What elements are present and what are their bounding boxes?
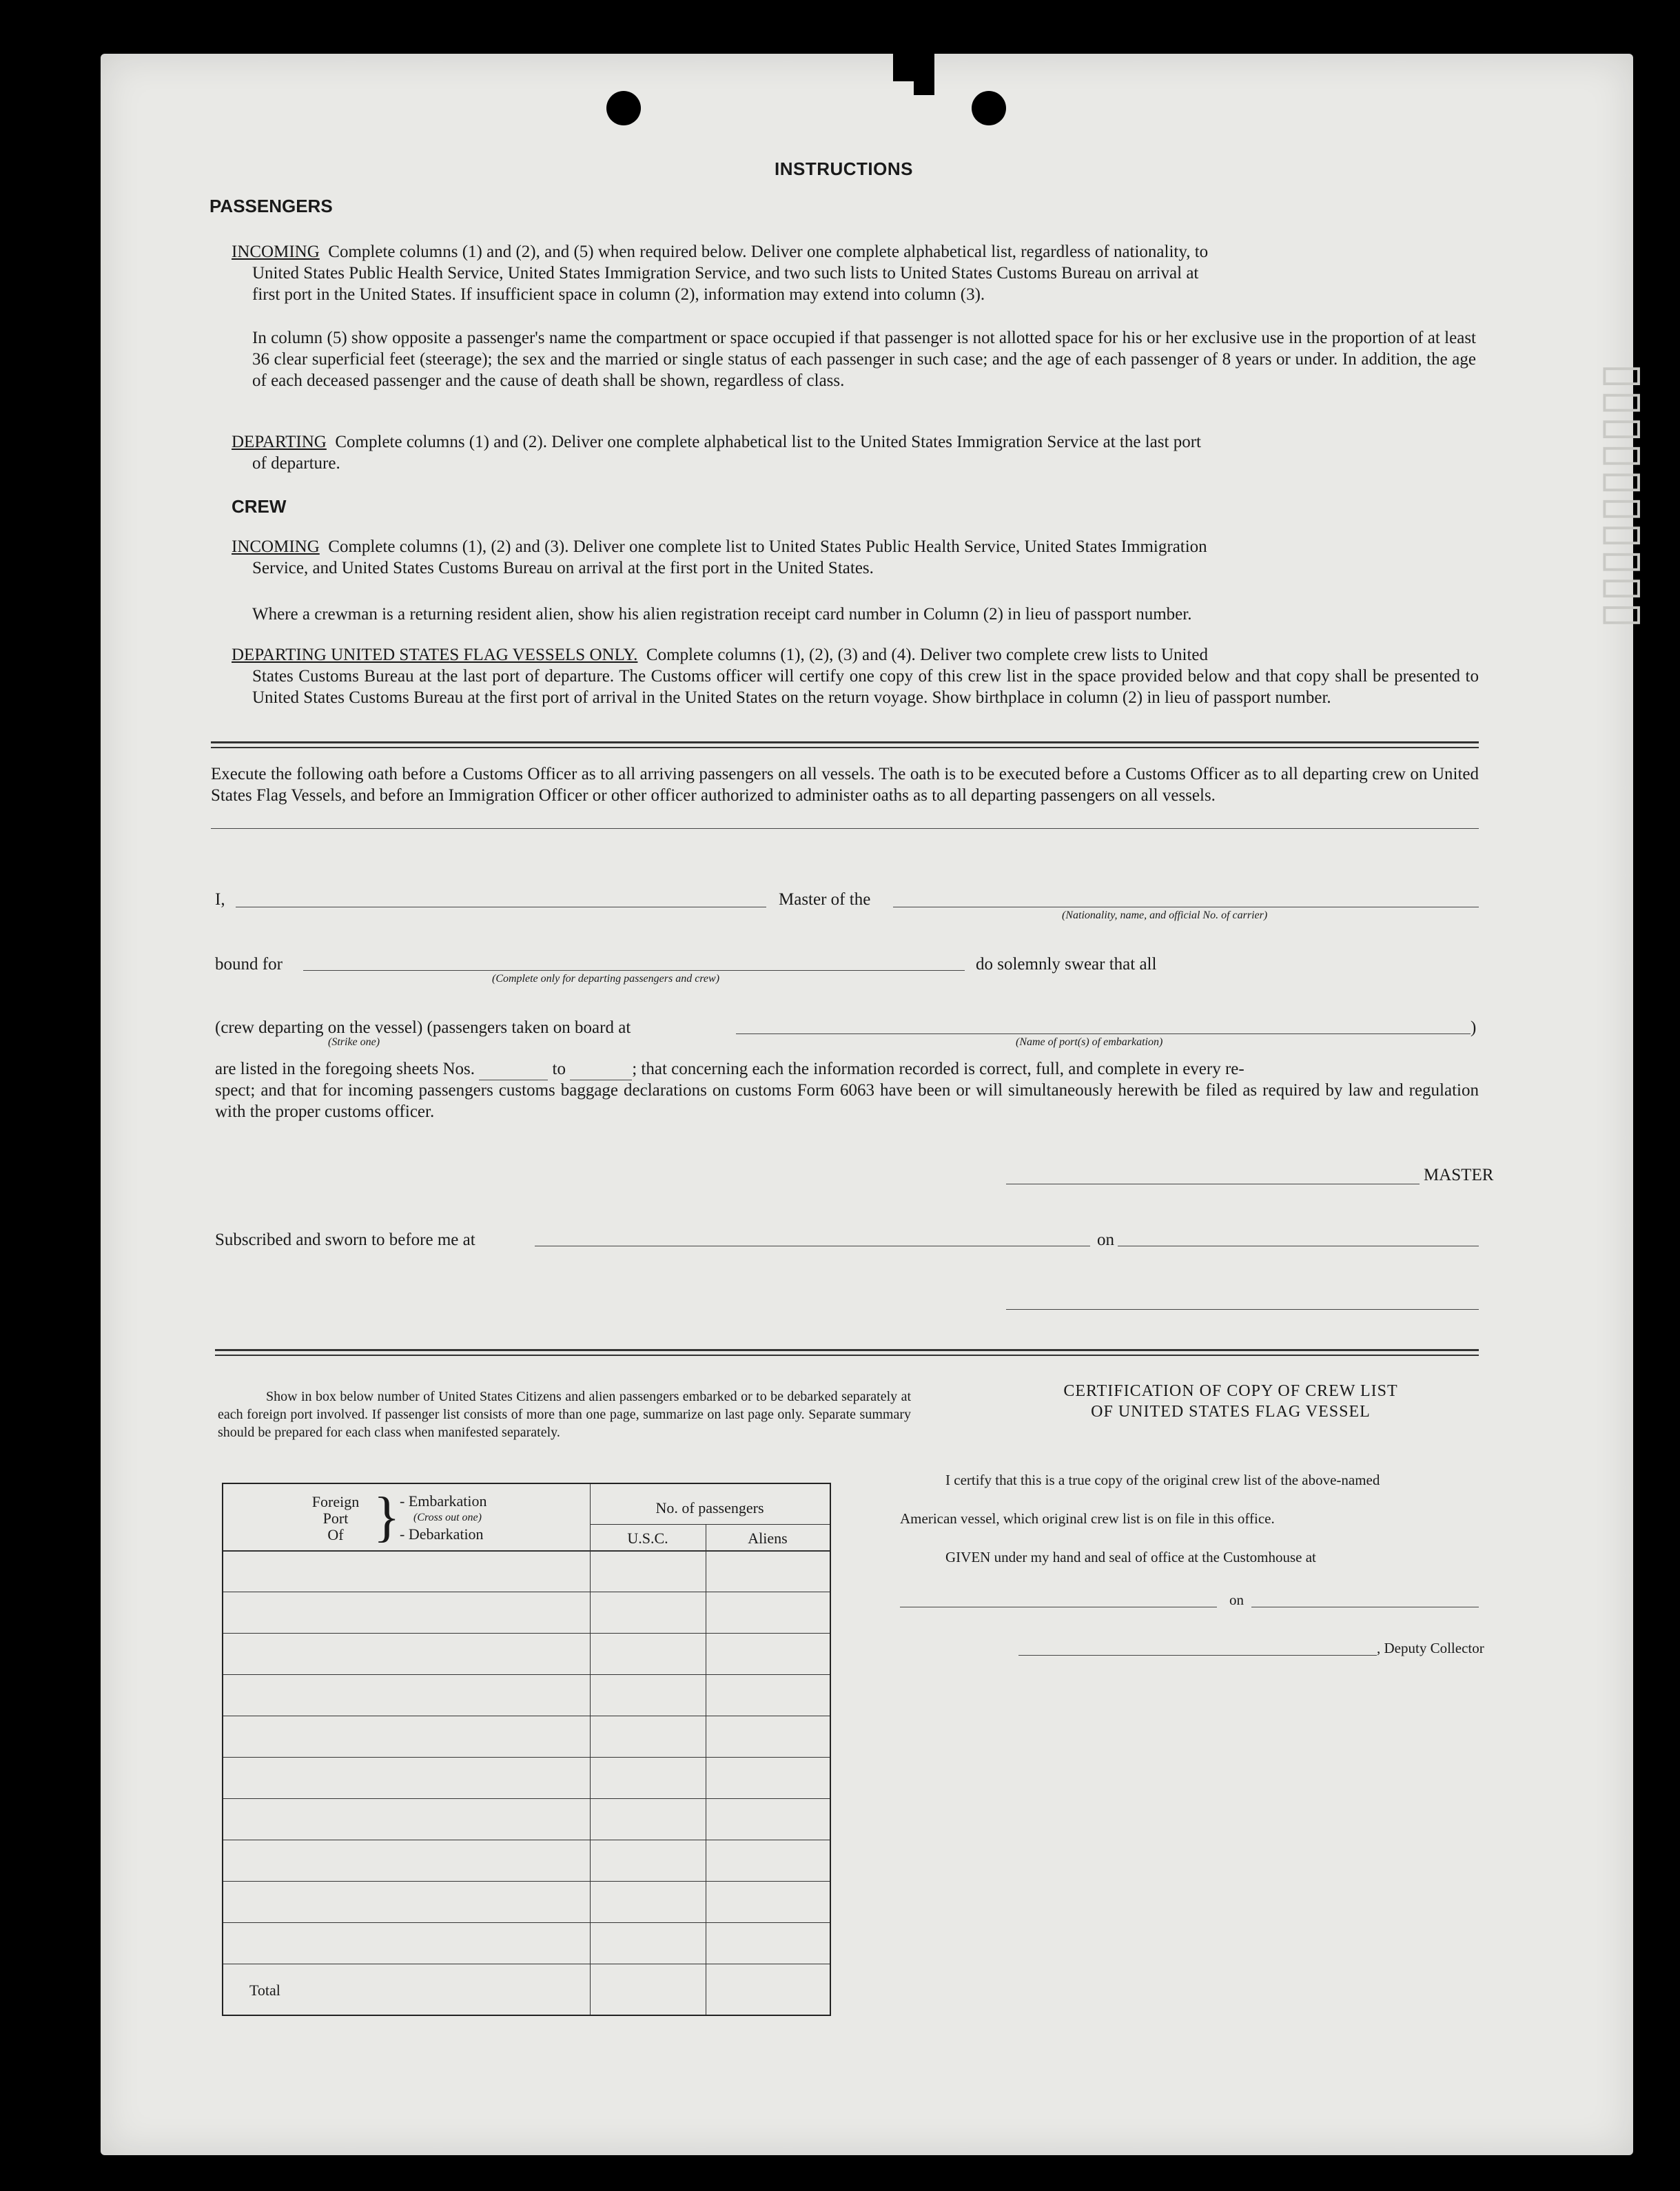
passengers-col5-text: In column (5) show opposite a passenger's name the compartment or space occupied if that passenger is not allotted space for his or her exclusive use in the proportion of at least 36 clear superficial feet (steerage); the sex and the married or single status of each passenger in such case; and the age of each passenger of 8 years or under. In addition, the age of each deceased passenger and the cause of death shall be shown, regardless of class.	[252, 329, 1476, 390]
crew-incoming-label: INCOMING	[232, 537, 320, 556]
crew-departing-block	[232, 644, 1479, 708]
certification-title	[934, 1381, 1527, 1422]
lower-separator-rule-2	[215, 1355, 1479, 1356]
crew-incoming-line2: Service, and United States Customs Bureau on arrival at the first port in the United States.	[252, 559, 874, 577]
bound-for-label: bound for	[215, 955, 283, 974]
close-paren: )	[1471, 1018, 1477, 1037]
certification-title-line2: OF UNITED STATES FLAG VESSEL	[1091, 1403, 1371, 1421]
debarkation-label: - Debarkation	[400, 1525, 484, 1543]
crew-departing-option	[215, 1017, 631, 1038]
punch-hole-left	[606, 91, 641, 125]
listed-to-text: to	[552, 1060, 566, 1078]
table-row-line	[223, 1757, 830, 1758]
master-of-label: Master of the	[779, 890, 871, 909]
oath-intro: Execute the following oath before a Customs Officer as to all arriving passengers on all vessels. The oath is to be executed before a Customs Officer as to all departing crew on United States Flag Vessels, and before an Immigration Officer or other officer authorized to administer oaths as to all departing passengers on all vessels.	[211, 765, 1479, 805]
document-page	[101, 54, 1652, 2155]
passengers-departing-line1: Complete columns (1) and (2). Deliver one complete alphabetical list to the United States Immigration Service at the last port	[335, 433, 1201, 451]
subscribed-label: Subscribed and sworn to before me at	[215, 1231, 475, 1249]
table-row-line	[223, 1798, 830, 1799]
strike-one-note: (Strike one)	[328, 1036, 380, 1048]
foreign-port-of-label	[305, 1494, 367, 1543]
cert-on-label: on	[1229, 1592, 1244, 1608]
crew-heading: CREW	[232, 496, 287, 517]
listed-text-a: are listed in the foregoing sheets Nos.	[215, 1060, 475, 1078]
crew-departing-label: DEPARTING UNITED STATES FLAG VESSELS ONLY.	[232, 646, 638, 664]
of-text: Of	[327, 1526, 344, 1543]
total-label: Total	[249, 1982, 280, 1999]
top-notch-2	[914, 54, 934, 95]
crew-departing-rest: States Customs Bureau at the last port of departure. The Customs officer will certify one copy of this crew list in the space provided below and that copy shall be presented to United States Customs Bureau at the first port of arrival in the United States on the return voyage. Show birthplace in column (2) in lieu of passport number.	[252, 667, 1479, 707]
passengers-incoming-line3: first port in the United States. If insufficient space in column (2), information may extend into column (3).	[252, 285, 985, 304]
crew-resident-text: Where a crewman is a returning resident alien, show his alien registration receipt card number in Column (2) in lieu of passport number.	[252, 605, 1192, 624]
officer-signature-field[interactable]	[1006, 1309, 1479, 1310]
listed-text-b: ; that concerning each the information recorded is correct, full, and complete in every re-	[632, 1060, 1244, 1078]
crew-incoming-block	[232, 536, 1479, 579]
usc-header: U.S.C.	[627, 1530, 668, 1547]
header-split-line	[590, 1524, 830, 1525]
bleed-through-marks: ▯▯▯▯▯▯▯▯▯▯	[1598, 362, 1652, 629]
table-row-line	[223, 1674, 830, 1675]
table-row-line	[223, 1633, 830, 1634]
table-header-rule	[223, 1550, 830, 1552]
nationality-note: (Nationality, name, and official No. of carrier)	[1062, 909, 1268, 921]
passengers-departing-label: DEPARTING	[232, 433, 327, 451]
summary-instructions: Show in box below number of United States Citizens and alien passengers embarked or to be debarked separately at each foreign port involved. If passenger list consists of more than one page, summarize on last page only. Separate summary should be prepared for each class when manifested separately.	[218, 1389, 911, 1440]
crew-departing-line1: Complete columns (1), (2), (3) and (4). Deliver two complete crew lists to United	[646, 646, 1208, 664]
page-title: INSTRUCTIONS	[775, 158, 913, 179]
table-row-line	[223, 1922, 830, 1923]
passengers-incoming-block	[232, 241, 1479, 305]
passengers-incoming-line1: Complete columns (1) and (2), and (5) when required below. Deliver one complete alphabetical list, regardless of nationality, to	[328, 243, 1209, 261]
swear-label: do solemnly swear that all	[976, 955, 1157, 974]
passengers-taken-text: (passengers taken on board at	[427, 1018, 631, 1037]
master-label: MASTER	[1424, 1166, 1494, 1184]
cross-out-note: (Cross out one)	[413, 1512, 482, 1523]
passengers-departing-block	[232, 431, 1479, 474]
oath-intro-rule	[211, 828, 1479, 829]
deputy-signature-field[interactable]	[1018, 1655, 1377, 1656]
table-divider-1	[590, 1484, 591, 2015]
sworn-on-label: on	[1097, 1231, 1114, 1249]
punch-hole-right	[972, 91, 1006, 125]
complete-note: (Complete only for departing passengers and crew)	[492, 973, 720, 985]
deputy-collector-label: , Deputy Collector	[1377, 1640, 1484, 1656]
lower-separator-rule	[215, 1349, 1479, 1351]
passengers-heading: PASSENGERS	[209, 196, 333, 216]
certify-line2: American vessel, which original crew list is on file in this office.	[900, 1510, 1275, 1527]
separator-rule-2	[211, 747, 1479, 748]
ports-note: (Name of port(s) of embarkation)	[1016, 1036, 1163, 1048]
passengers-incoming-label: INCOMING	[232, 243, 320, 261]
embarkation-label: - Embarkation	[400, 1492, 487, 1510]
summary-table	[222, 1483, 831, 2016]
certification-title-line1: CERTIFICATION OF COPY OF CREW LIST	[1063, 1382, 1398, 1400]
port-text: Port	[322, 1510, 349, 1527]
passengers-incoming-line2: United States Public Health Service, United States Immigration Service, and two such lists to United States Customs Bureau on arrival at	[252, 264, 1199, 282]
given-text: GIVEN under my hand and seal of office at the Customhouse at	[945, 1549, 1316, 1565]
crew-incoming-line1: Complete columns (1), (2) and (3). Deliver one complete list to United States Public Health Service, United States Immigration	[328, 537, 1207, 556]
certify-line1: I certify that this is a true copy of the original crew list of the above-named	[945, 1472, 1380, 1488]
listed-rest: spect; and that for incoming passengers customs baggage declarations on customs Form 6063 have been or will simultaneously herewith be filed as required by law and regulation with the proper customs officer.	[215, 1081, 1479, 1121]
bound-for-field[interactable]	[303, 970, 965, 971]
aliens-header: Aliens	[748, 1530, 788, 1547]
foreign-text: Foreign	[311, 1493, 360, 1510]
no-passengers-header: No. of passengers	[655, 1499, 764, 1516]
separator-rule	[211, 741, 1479, 743]
table-row-line	[223, 1881, 830, 1882]
oath-i-label: I,	[215, 890, 225, 909]
brace-symbol: }	[373, 1487, 400, 1547]
embarkation-port-field[interactable]	[736, 1033, 1471, 1034]
passengers-departing-line2: of departure.	[252, 454, 340, 473]
crew-departing-text: (crew departing on the vessel)	[215, 1018, 423, 1037]
sheet-to-field[interactable]	[570, 1058, 632, 1080]
listed-line1	[215, 1058, 1479, 1080]
sheet-from-field[interactable]	[479, 1058, 548, 1080]
